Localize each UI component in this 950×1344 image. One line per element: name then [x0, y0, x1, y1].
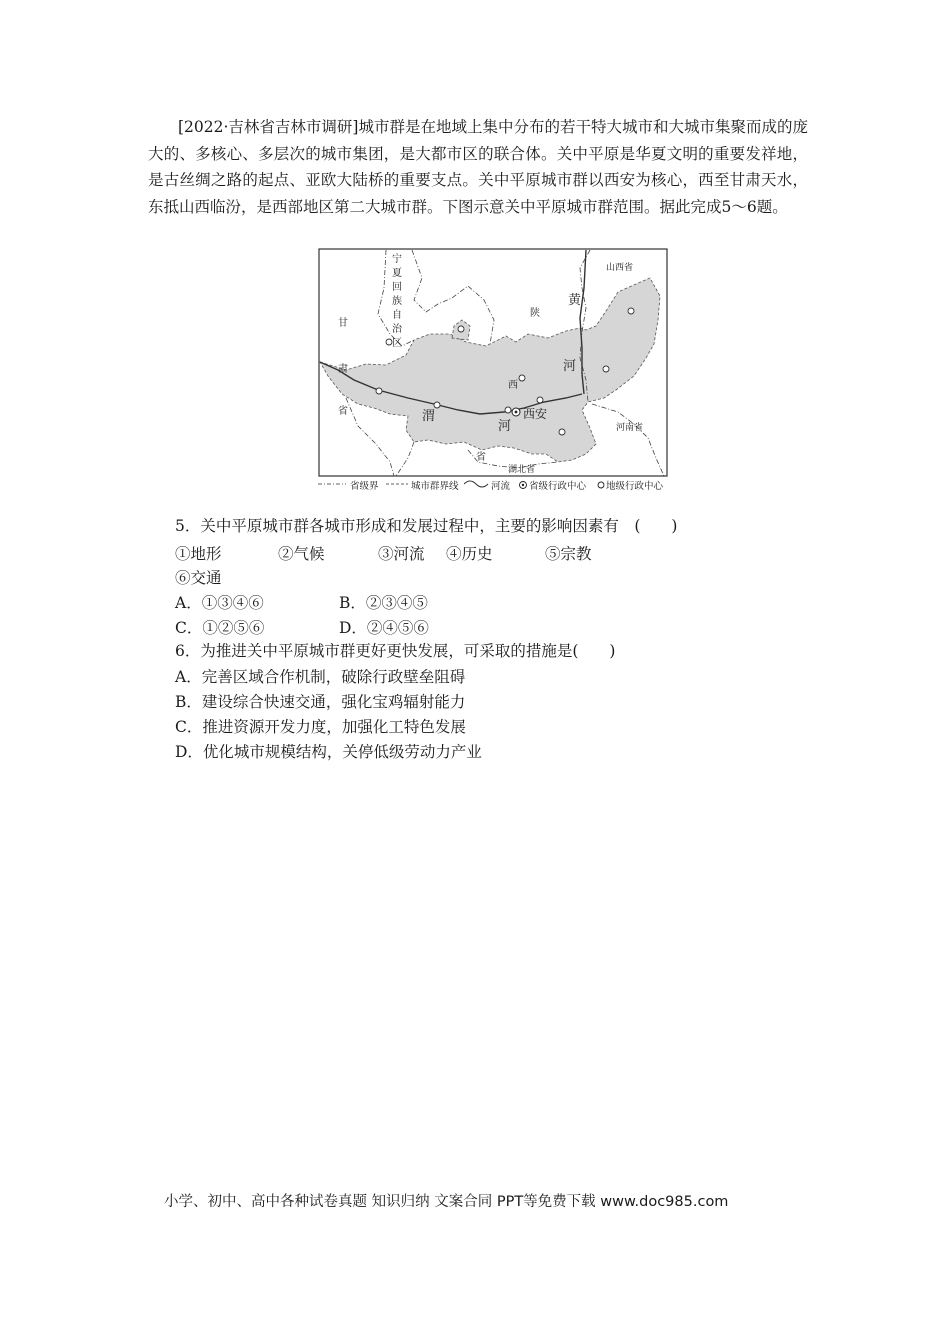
factor-6: ⑥交通	[175, 569, 222, 587]
city-marker	[628, 308, 634, 314]
city-marker	[603, 366, 609, 372]
legend-river: 河流	[491, 481, 511, 492]
q6-option-d[interactable]: D．优化城市规模结构，关停低级劳动力产业	[175, 743, 482, 761]
city-marker	[537, 397, 543, 403]
city-marker	[376, 388, 382, 394]
q5-option-a[interactable]: A．①③④⑥	[175, 594, 264, 612]
label-ningxia-0: 宁	[392, 254, 402, 265]
legend-provincial-boundary: 省级界	[350, 481, 379, 492]
question-6-stem: 6．为推进关中平原城市群更好更快发展，可采取的措施是( )	[175, 642, 616, 660]
label-hubei: 湖北省	[508, 465, 536, 475]
label-ningxia-3: 族	[392, 296, 402, 307]
question-5-stem: 5．关中平原城市群各城市形成和发展过程中，主要的影响因素有 ( )	[175, 517, 678, 535]
label-su: 肃	[338, 364, 348, 375]
factor-3: ③河流	[378, 545, 425, 563]
factor-5: ⑤宗教	[545, 545, 592, 563]
intro-paragraph: [2022·吉林省吉林市调研]城市群是在地域上集中分布的若干特大城市和大城市集聚而成的庞大的、多核心、多层次的城市集团，是大都市区的联合体。关中平原是华夏文明的重要发祥地，是古丝绸之路的起点、亚欧大陆桥的重要支点。关中平原城市群以西安为核心，西至甘肃天水，东抵山西临汾，是西部地区第二大城市群。下图示意关中平原城市群范围。据此完成5～6题。	[148, 118, 808, 216]
label-ningxia-1: 夏	[392, 268, 402, 279]
city-marker	[559, 429, 565, 435]
q6-option-b[interactable]: B．建设综合快速交通，强化宝鸡辐射能力	[175, 693, 466, 711]
label-huang: 黄	[568, 293, 582, 308]
label-shaan-3: 省	[476, 452, 486, 463]
factor-1: ①地形	[175, 545, 222, 563]
guanzhong-map	[318, 248, 668, 494]
label-ningxia-5: 治	[392, 324, 402, 335]
label-he-1: 河	[563, 359, 577, 374]
label-he-2: 河	[498, 419, 512, 434]
city-marker	[505, 407, 511, 413]
legend-provincial-center: 省级行政中心	[529, 481, 587, 492]
label-sheng: 省	[338, 406, 348, 417]
map-legend	[318, 478, 678, 492]
label-ningxia-4: 自	[392, 310, 402, 321]
city-marker	[434, 402, 440, 408]
footer-text: 小学、初中、高中各种试卷真题 知识归纳 文案合同 PPT等免费下载 www.doc985.com	[164, 1194, 729, 1210]
label-ningxia-2: 回	[392, 282, 402, 293]
label-shaan-2: 西	[508, 380, 518, 391]
legend-city-group-boundary: 城市群界线	[411, 481, 459, 492]
label-ningxia-6: 区	[392, 338, 402, 349]
label-wei: 渭	[422, 409, 436, 424]
label-henan: 河南省	[616, 423, 644, 433]
label-gan: 甘	[338, 318, 348, 329]
q6-option-c[interactable]: C．推进资源开发力度，加强化工特色发展	[175, 718, 466, 736]
q5-option-b[interactable]: B．②③④⑤	[339, 594, 428, 612]
label-shaan-1: 陕	[530, 308, 540, 319]
factor-4: ④历史	[446, 545, 493, 563]
q5-option-d[interactable]: D．②④⑤⑥	[339, 619, 429, 637]
label-xian: 西安	[523, 407, 548, 421]
factor-2: ②气候	[278, 545, 325, 563]
legend-prefecture-center: 地级行政中心	[606, 481, 664, 492]
city-marker	[458, 326, 464, 332]
q5-option-c[interactable]: C．①②⑤⑥	[175, 619, 265, 637]
q6-option-a[interactable]: A．完善区域合作机制，破除行政壁垒阻碍	[175, 668, 466, 686]
label-shanxi-province: 山西省	[606, 263, 634, 273]
city-marker	[519, 375, 525, 381]
